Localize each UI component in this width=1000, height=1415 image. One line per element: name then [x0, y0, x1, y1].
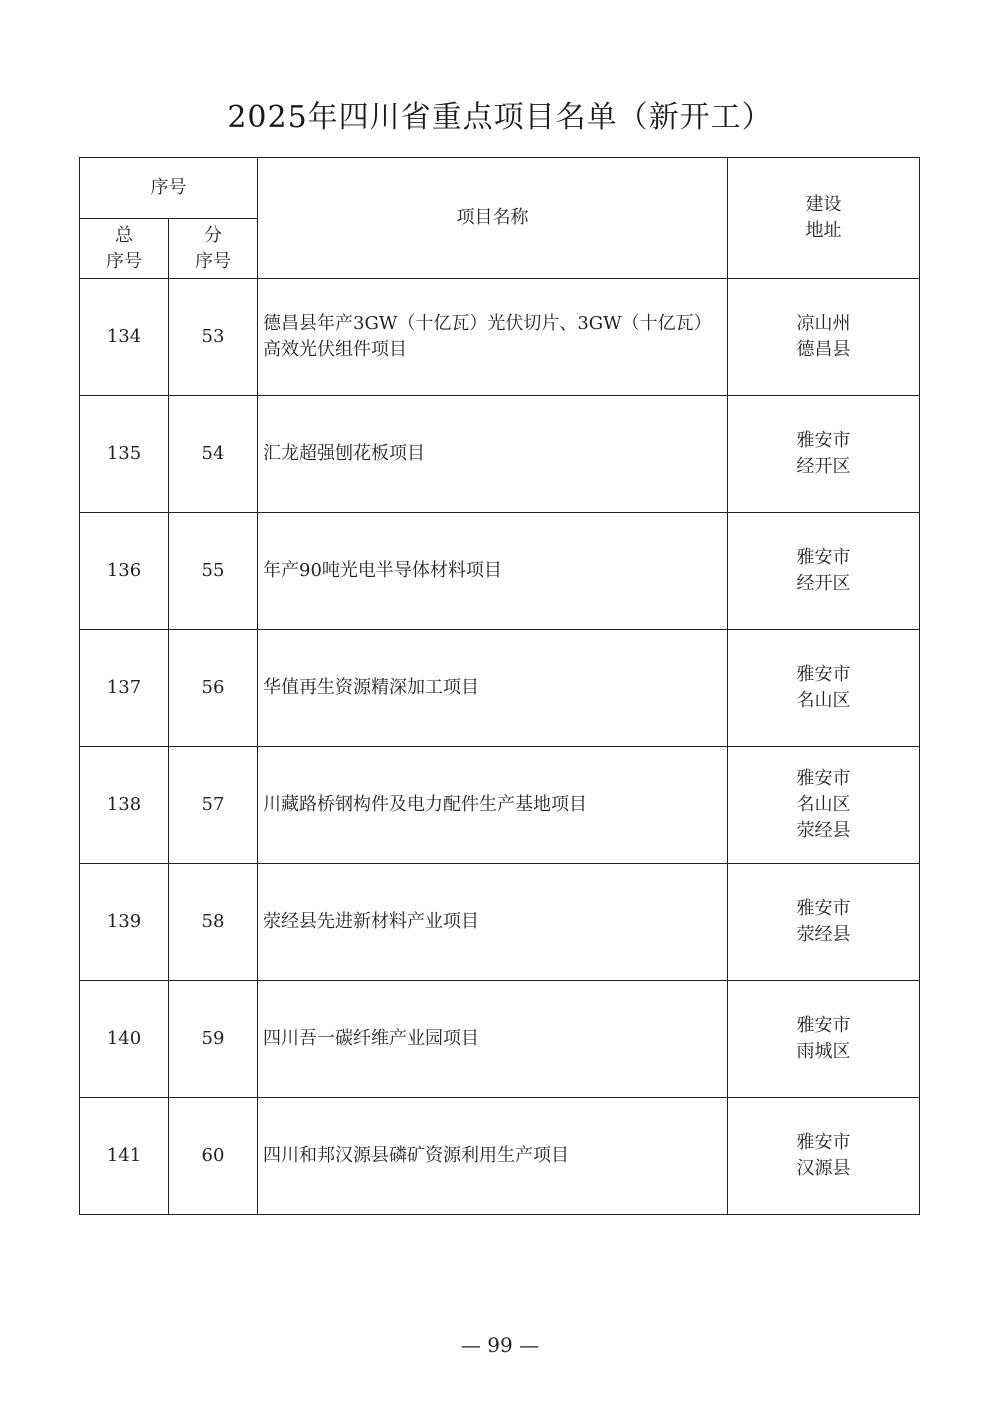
location-cell [728, 396, 920, 513]
table-row [80, 747, 920, 864]
location-line: 德昌县 [796, 339, 851, 360]
project-name-cell: 四川和邦汉源县磷矿资源利用生产项目 [258, 1098, 728, 1215]
sub-seq-cell: 53 [169, 279, 258, 396]
location-cell [728, 630, 920, 747]
table-row [80, 630, 920, 747]
header-sub-seq [169, 219, 258, 279]
location-line: 雅安市 [796, 547, 851, 568]
location-line: 经开区 [796, 456, 851, 477]
sub-seq-cell: 54 [169, 396, 258, 513]
total-seq-cell: 138 [80, 747, 169, 864]
header-total-seq-line: 总 [115, 224, 133, 246]
header-sub-seq-line: 分 [204, 224, 222, 246]
location-cell [728, 513, 920, 630]
project-name-cell: 荥经县先进新材料产业项目 [258, 864, 728, 981]
sub-seq-cell: 56 [169, 630, 258, 747]
sub-seq-cell: 59 [169, 981, 258, 1098]
total-seq-cell: 140 [80, 981, 169, 1098]
header-sub-seq-line: 序号 [195, 250, 231, 272]
location-line: 雅安市 [796, 1132, 851, 1153]
total-seq-cell: 136 [80, 513, 169, 630]
project-table [79, 157, 920, 1215]
location-line: 雅安市 [796, 768, 851, 789]
page-title: 2025年四川省重点项目名单（新开工） [227, 100, 773, 135]
header-project-name: 项目名称 [258, 158, 728, 279]
total-seq-cell: 134 [80, 279, 169, 396]
location-line: 雅安市 [796, 898, 851, 919]
total-seq-cell: 137 [80, 630, 169, 747]
project-name-cell: 川藏路桥钢构件及电力配件生产基地项目 [258, 747, 728, 864]
location-cell [728, 747, 920, 864]
table-row [80, 396, 920, 513]
location-line: 荥经县 [796, 820, 851, 841]
location-line: 汉源县 [796, 1158, 851, 1179]
project-name-cell: 德昌县年产3GW（十亿瓦）光伏切片、3GW（十亿瓦）高效光伏组件项目 [258, 279, 728, 396]
project-name-cell: 年产90吨光电半导体材料项目 [258, 513, 728, 630]
location-line: 名山区 [796, 690, 851, 711]
table-header-row [80, 158, 920, 219]
total-seq-cell: 141 [80, 1098, 169, 1215]
project-name-cell: 华值再生资源精深加工项目 [258, 630, 728, 747]
location-cell [728, 279, 920, 396]
header-location [728, 158, 920, 279]
sub-seq-cell: 58 [169, 864, 258, 981]
header-total-seq [80, 219, 169, 279]
location-line: 经开区 [796, 573, 851, 594]
sub-seq-cell: 55 [169, 513, 258, 630]
location-cell [728, 864, 920, 981]
total-seq-cell: 139 [80, 864, 169, 981]
sub-seq-cell: 60 [169, 1098, 258, 1215]
location-line: 雅安市 [796, 430, 851, 451]
location-line: 雅安市 [796, 664, 851, 685]
table-row [80, 1098, 920, 1215]
table-row [80, 513, 920, 630]
location-cell [728, 1098, 920, 1215]
table-row [80, 864, 920, 981]
location-line: 荥经县 [796, 924, 851, 945]
project-name-cell: 四川吾一碳纤维产业园项目 [258, 981, 728, 1098]
table-row [80, 981, 920, 1098]
project-name-cell: 汇龙超强刨花板项目 [258, 396, 728, 513]
sub-seq-cell: 57 [169, 747, 258, 864]
location-line: 雨城区 [796, 1041, 851, 1062]
location-cell [728, 981, 920, 1098]
location-line: 凉山州 [796, 313, 851, 334]
header-location-line: 建设 [805, 194, 842, 215]
table-row [80, 279, 920, 396]
total-seq-cell: 135 [80, 396, 169, 513]
header-location-line: 地址 [805, 220, 842, 241]
location-line: 雅安市 [796, 1015, 851, 1036]
header-total-seq-line: 序号 [106, 250, 142, 272]
location-line: 名山区 [796, 794, 851, 815]
header-sequence-group: 序号 [80, 158, 258, 219]
page-number: — 99 — [460, 1333, 540, 1357]
